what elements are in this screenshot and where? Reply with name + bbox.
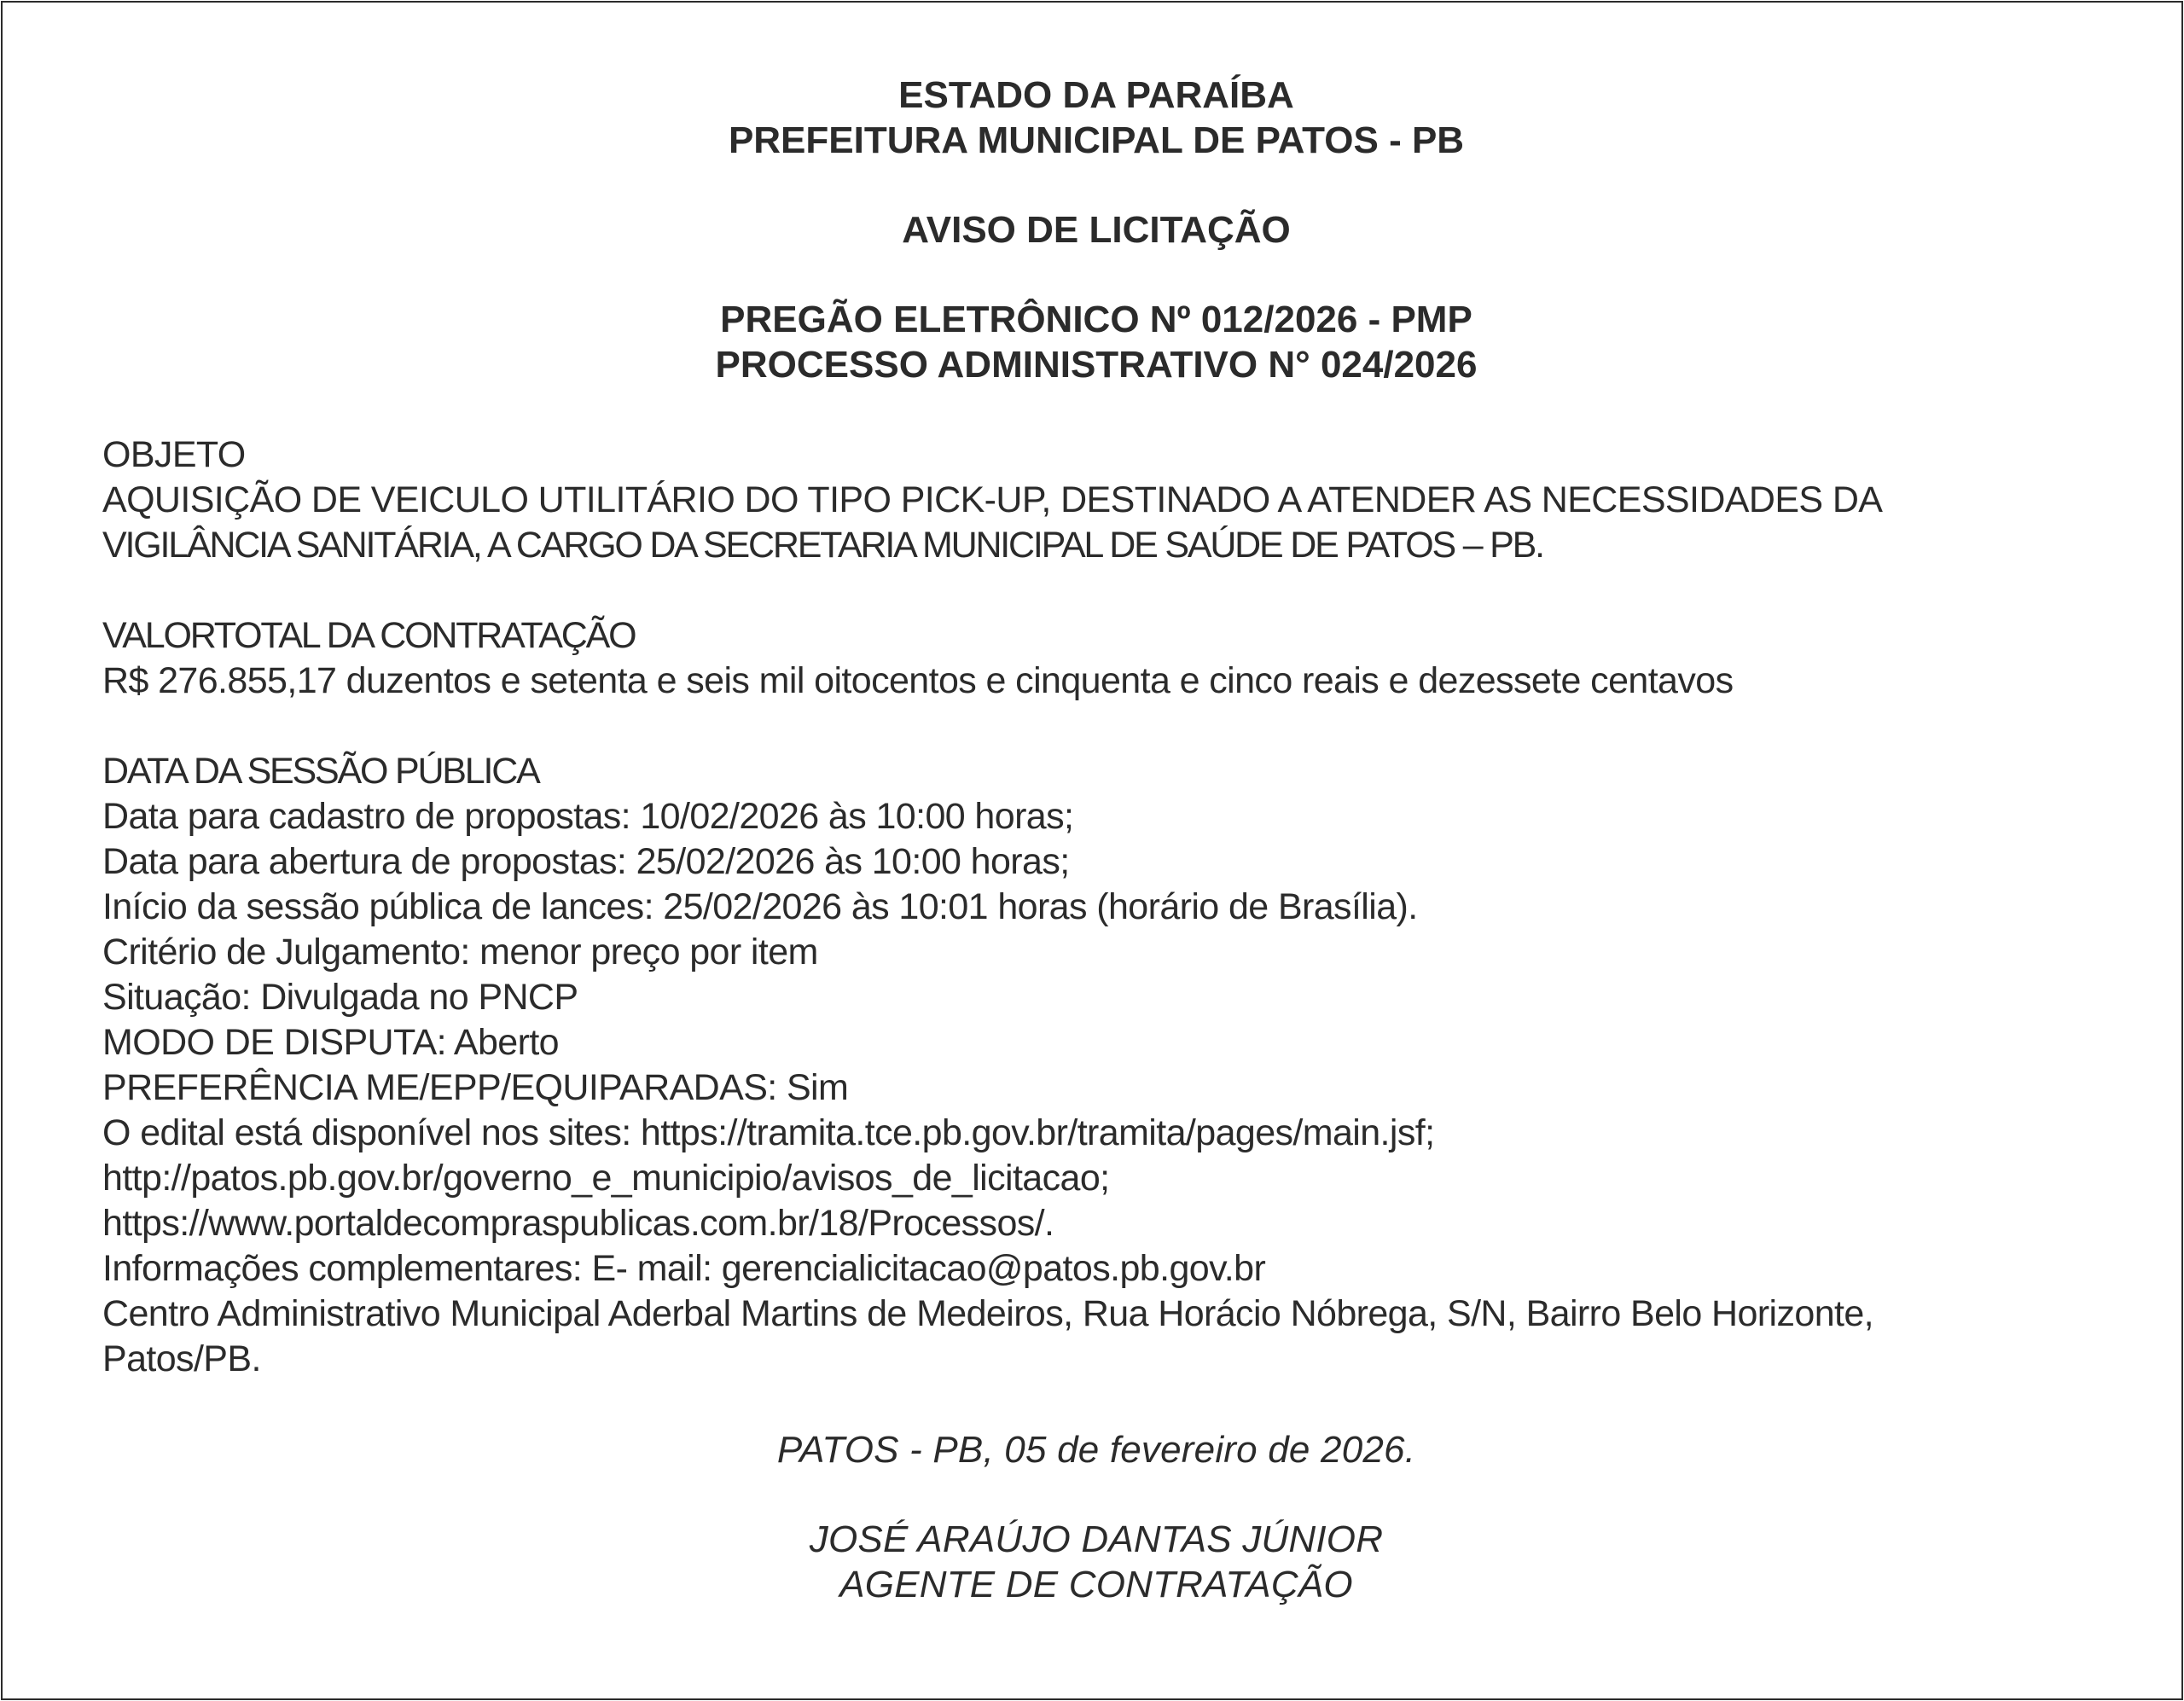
- session-line: Centro Administrativo Municipal Aderbal Martins de Medeiros, Rua Horácio Nóbrega, S/N, Bairro Belo Horizonte,: [102, 1293, 1874, 1334]
- session-line: Data para cadastro de propostas: 10/02/2026 às 10:00 horas;: [102, 796, 1074, 837]
- object-description-line-1: AQUISIÇÃO DE VEICULO UTILITÁRIO DO TIPO PICK-UP, DESTINADO A ATENDER AS NECESSIDADES DA: [102, 479, 1883, 520]
- session-line: Data para abertura de propostas: 25/02/2026 às 10:00 horas;: [102, 841, 1070, 882]
- value-label: VALORTOTAL DA CONTRATAÇÃO: [102, 615, 636, 656]
- city-hall-name: PREFEITURA MUNICIPAL DE PATOS - PB: [728, 119, 1465, 161]
- object-description-line-2: VIGILÂNCIA SANITÁRIA, A CARGO DA SECRETARIA MUNICIPAL DE SAÚDE DE PATOS – PB.: [102, 525, 1543, 566]
- object-label: OBJETO: [102, 434, 246, 475]
- signatory-role: AGENTE DE CONTRATAÇÃO: [839, 1564, 1353, 1605]
- session-label: DATA DA SESSÃO PÚBLICA: [102, 751, 539, 792]
- object-section: [102, 433, 2090, 568]
- state-name: ESTADO DA PARAÍBA: [898, 74, 1294, 116]
- session-line: Situação: Divulgada no PNCP: [102, 977, 578, 1018]
- auction-number: PREGÃO ELETRÔNICO Nº 012/2026 - PMP: [720, 299, 1472, 340]
- value-section: [102, 613, 2090, 704]
- place-date: PATOS - PB, 05 de fevereiro de 2026.: [776, 1429, 1416, 1471]
- session-line: MODO DE DISPUTA: Aberto: [102, 1022, 559, 1063]
- notice-header: [102, 73, 2090, 387]
- signatory-name: JOSÉ ARAÚJO DANTAS JÚNIOR: [809, 1518, 1384, 1560]
- session-line: PREFERÊNCIA ME/EPP/EQUIPARADAS: Sim: [102, 1067, 849, 1108]
- session-section: [102, 749, 2090, 1382]
- session-line: O edital está disponível nos sites: https://tramita.tce.pb.gov.br/tramita/pages/main.jsf;: [102, 1112, 1435, 1153]
- session-line: http://patos.pb.gov.br/governo_e_municipio/avisos_de_licitacao;: [102, 1158, 1110, 1199]
- notice-document: [102, 73, 2090, 1607]
- notice-frame: [1, 1, 2183, 1700]
- session-line: Critério de Julgamento: menor preço por item: [102, 932, 818, 972]
- session-line: Patos/PB.: [102, 1338, 261, 1379]
- session-line: Início da sessão pública de lances: 25/02/2026 às 10:01 horas (horário de Brasília).: [102, 886, 1418, 927]
- session-line: https://www.portaldecompraspublicas.com.br/18/Processos/.: [102, 1203, 1054, 1244]
- notice-title: AVISO DE LICITAÇÃO: [902, 209, 1291, 251]
- value-amount: R$ 276.855,17 duzentos e setenta e seis mil oitocentos e cinquenta e cinco reais e dezessete centavos: [102, 660, 1734, 701]
- closing-section: [102, 1427, 2090, 1607]
- process-number: PROCESSO ADMINISTRATIVO N° 024/2026: [715, 344, 1478, 386]
- session-line: Informações complementares: E- mail: gerencialicitacao@patos.pb.gov.br: [102, 1248, 1266, 1289]
